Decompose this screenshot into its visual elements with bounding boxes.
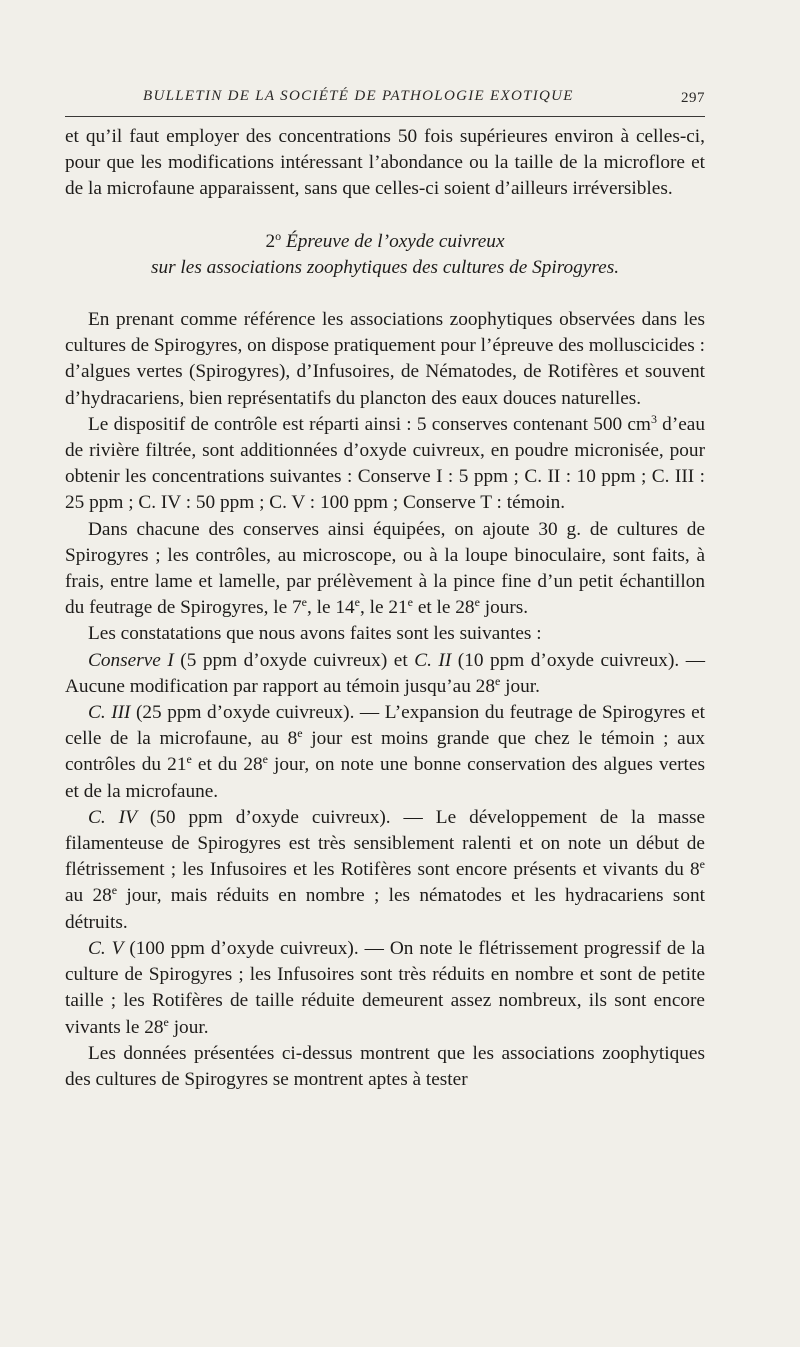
journal-title: BULLETIN DE LA SOCIÉTÉ DE PATHOLOGIE EXOTIQUE xyxy=(143,88,574,104)
paragraph-chacune xyxy=(65,517,705,622)
heading-line1: Épreuve de l’oxyde cuivreux xyxy=(285,230,505,252)
superscript: e xyxy=(474,595,480,610)
heading-line2: sur les associations zoophytiques des cultures de Spirogyres. xyxy=(150,256,620,278)
text-run: et le 28 xyxy=(413,597,475,619)
text-run: Dans chacune des conserves ainsi équipées, on ajoute 30 g. de cultures de Spirogyres ; les contrôles, au microscope, ou à la loupe binoculaire, sont faits, à frais, entre lame et lamelle, par prélèvement à la pince fine d’un petit échantillon du feutrage de Spirogyres, le 7 xyxy=(65,518,705,619)
superscript: e xyxy=(494,673,501,688)
text-run: , le 21 xyxy=(360,597,408,619)
superscript: e xyxy=(301,595,307,610)
superscript: 3 xyxy=(650,411,657,426)
paragraph-constatations: Les constatations que nous avons faites sont les suivantes : xyxy=(88,623,542,645)
page-number: 297 xyxy=(681,90,705,106)
text-run: jour, on note une bonne conservation des algues vertes et de la microfaune. xyxy=(65,754,705,802)
superscript: e xyxy=(297,726,303,741)
observation-label: C. IV xyxy=(88,806,137,828)
paragraph-intro: et qu’il faut employer des concentrations 50 fois supérieures environ à celles-ci, pour que les modifications intéressant l’abondance ou la taille de la microflore et de la microfaune apparaissent, sans que celles-ci soient d’ailleurs irréversibles. xyxy=(65,126,705,200)
text-run: (5 ppm d’oxyde cuivreux) et xyxy=(173,649,415,671)
observation-label: Conserve I xyxy=(88,649,174,671)
header-rule xyxy=(65,116,705,117)
text-run: (50 ppm d’oxyde cuivreux). — Le développement de la masse filamenteuse de Spirogyres est très sensiblement ralenti et on note un début de flétrissement ; les Infusoires et les Rotifères sont encore présents et vivants du 8 xyxy=(65,806,706,881)
text-run: (10 ppm d’oxyde cuivreux). — Aucune modification par rapport au témoin jusqu’au 28 xyxy=(65,649,705,697)
superscript: e xyxy=(262,752,268,767)
superscript: e xyxy=(186,752,192,767)
superscript: e xyxy=(354,595,360,610)
text-run: (25 ppm d’oxyde cuivreux). — L’expansion du feutrage de Spirogyres et celle de la microfaune, au 8 xyxy=(65,702,705,750)
body-text xyxy=(65,124,705,1093)
observation-conserve-1-2 xyxy=(65,648,705,700)
observation-label: C. II xyxy=(414,649,452,671)
paragraph-dispositif xyxy=(65,412,705,517)
text-run: jour. xyxy=(168,1016,209,1038)
text-run: jour. xyxy=(500,675,540,697)
superscript: e xyxy=(407,595,413,610)
superscript: e xyxy=(163,1014,169,1029)
text-run: Le dispositif de contrôle est réparti ainsi : 5 conserves contenant 500 cm xyxy=(88,413,651,435)
observation-label: C. III xyxy=(88,702,131,724)
observation-conserve-4 xyxy=(65,805,705,936)
paragraph-reference: En prenant comme référence les associations zoophytiques observées dans les cultures de Spirogyres, on dispose pratiquement pour l’épreuve des molluscicides : d’algues vertes (Spirogyres), d’Infusoires, de Nématodes, de Rotifères et souvent d’hydracariens, bien représentatifs du plancton des eaux douces naturelles. xyxy=(65,309,705,409)
superscript: e xyxy=(111,883,118,898)
text-run: d’eau de rivière filtrée, sont additionnées d’oxyde cuivreux, en poudre micronisée, pour obtenir les concentrations suivantes : Conserve I : 5 ppm ; C. II : 10 ppm ; C. III : 25 ppm ; C. IV : 50 ppm ; C. V : 100 ppm ; Conserve T : témoin. xyxy=(65,413,705,514)
text-run: (100 ppm d’oxyde cuivreux). — On note le flétrissement progressif de la culture de Spirogyres ; les Infusoires sont très réduits en nombre et sont de petite taille ; les Rotifères de taille réduite demeurent assez nombreux, ils sont encore vivants le 28 xyxy=(65,937,705,1038)
observation-conserve-5 xyxy=(65,936,705,1041)
paragraph-conclusion: Les données présentées ci-dessus montrent que les associations zoophytiques des cultures de Spirogyres se montrent aptes à tester xyxy=(65,1042,705,1090)
text-run: et du 28 xyxy=(191,754,263,776)
superscript: e xyxy=(699,857,705,872)
observation-label: C. V xyxy=(88,937,124,959)
text-run: jour, mais réduits en nombre ; les nématodes et les hydracariens sont détruits. xyxy=(65,885,705,933)
text-run: au 28 xyxy=(65,885,112,907)
observation-conserve-3 xyxy=(65,700,705,805)
heading-number: 2 xyxy=(265,230,276,252)
heading-number-sup: o xyxy=(275,228,282,243)
text-run: jours. xyxy=(479,597,529,619)
text-run: jour est moins grande que chez le témoin ; aux contrôles du 21 xyxy=(65,728,705,776)
section-heading xyxy=(65,229,705,281)
text-run: , le 14 xyxy=(307,597,355,619)
